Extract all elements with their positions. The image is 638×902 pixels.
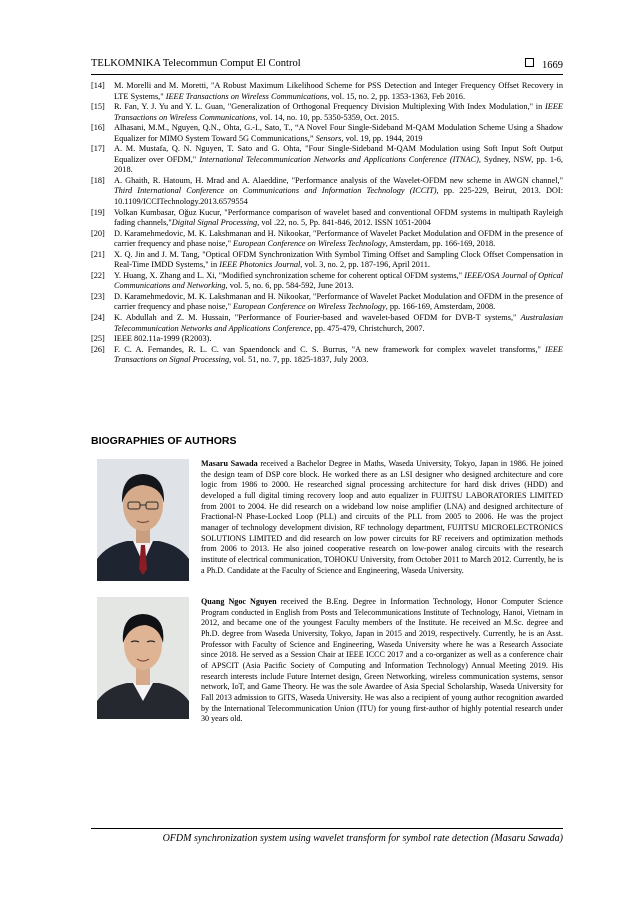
reference-item bbox=[91, 313, 563, 334]
reference-venue: Sensors bbox=[315, 133, 342, 143]
running-header bbox=[91, 58, 563, 75]
reference-venue: International Telecommunication Networks and Applications Conference (ITNAC), bbox=[199, 154, 481, 164]
reference-item bbox=[91, 176, 563, 208]
reference-text: IEEE 802.11a-1999 (R2003). bbox=[114, 334, 212, 344]
reference-text: X. Q. Jin and J. M. Tang, "Optical OFDM Synchronization With Symbol Timing Offset and Sampling Clock Offset Compensation in Real-Time IMDD Systems," in bbox=[114, 249, 563, 270]
reference-item bbox=[91, 123, 563, 144]
reference-item bbox=[91, 271, 563, 292]
reference-text: A. Ghaith, R. Hatoum, H. Mrad and A. Alaeddine, "Performance analysis of the Wavelet-OFDM new scheme in AWGN channel," bbox=[114, 175, 563, 185]
author-bio-text-1 bbox=[201, 459, 563, 576]
reference-number: [18] bbox=[91, 175, 105, 185]
author-name-2: Quang Ngoc Nguyen bbox=[201, 597, 277, 606]
reference-number: [16] bbox=[91, 123, 105, 133]
reference-item bbox=[91, 102, 563, 123]
reference-item bbox=[91, 334, 563, 345]
footer-rule bbox=[91, 828, 563, 829]
author-desc-2: received the B.Eng. Degree in Information Technology, Honor Computer Science Program conducted in English from Posts and Telecommunications Institute of Technology, Hanoi, Vietnam in 2012, and became one of the youngest Faculty members of the Institute. He received an M.Sc. degree and Ph.D. degree from Waseda University, Tokyo, Japan in 2015 and 2019, respectively. Currently, he is an Asst. Professor with Faculty of Science and Engineering, Waseda University where he was a Research Associate since 2018. He served as a Session Chair at IEEE ICCC 2017 and a co-organizer as well as a conference chair of APSCIT (Asia Pacific Society of Computing and Information Technology) Annual Meeting 2019. His research interests include Future Internet design, Green Networking, wireless communication systems, sensor network, IoT, and Game Theory. He was the sole Awardee of Asia Special Scholarship, Waseda University for Fall 2013 admission to GITS, Waseda University. He was also a recipient of young author recognition awarded by the International Telecommunication Union (ITU) for young first-author of highly potential research under 30 years old. bbox=[201, 597, 563, 724]
biographies-heading: BIOGRAPHIES OF AUTHORS bbox=[91, 435, 237, 447]
reference-text: A. M. Mustafa, Q. N. Nguyen, T. Sato and G. Ohta, "Four Single-Sideband M-QAM Modulation using Soft Input Soft Output Equalizer over OFDM," bbox=[114, 144, 563, 164]
reference-list bbox=[91, 81, 563, 366]
reference-venue: IEEE Photonics Journal bbox=[219, 260, 301, 270]
reference-venue: Digital Signal Processing bbox=[171, 218, 258, 228]
reference-text: F. C. A. Fernandes, R. L. C. van Spaendonck and C. S. Burrus, "A new framework for complex wavelet transforms," bbox=[114, 344, 546, 354]
reference-venue: IEEE Transactions on Signal Processing bbox=[114, 344, 563, 365]
author-desc-1: received a Bachelor Degree in Maths, Waseda University, Tokyo, Japan in 1986. He joined the design team of DSP core block. He worked there as an LSI designer who designed architecture and core logic from 1986 to 2000. He researched signal processing architecture for hard disk drives (HDD) and developed a full digital timing recovery loop and auto equalizer in FUJITSU LABORATORIES LIMITED from 2001 to 2004. He did research on a wideband low noise amplifier (LNA) and designed architecture of Fractional-N Phase-Locked Loop (PLL) and circuits of the PLL from 2005 to 2006. He was the project manager of technology development division, RF technology department, FUJITSU MICROELECTRONICS SOLUTIONS LIMITED and did research on low power circuits for RF receivers and optimization methods from 2006 to 2013. He also joined cooperative research on low-power analog circuits with the research institute of electrical communication, TOHOKU University, from October 2011 to March 2012. Currently, he is a Ph.D. Candidate at the Faculty of Science and Engineering, Waseda University. bbox=[201, 459, 563, 575]
reference-details: pp. 225-229, Beirut, 2013. DOI: 10.1109/ICCITechnology.2013.6579554 bbox=[114, 186, 563, 207]
square-icon bbox=[525, 58, 534, 67]
author-name-1: Masaru Sawada bbox=[201, 459, 258, 468]
reference-text: D. Karamehmedovic, M. K. Lakshmanan and H. Nikookar, "Performance of Wavelet Packet Modulation and OFDM in the presence of carrier frequency and phase noise," bbox=[114, 291, 563, 312]
reference-item bbox=[91, 208, 563, 229]
reference-number: [25] bbox=[91, 334, 105, 344]
reference-details: , vol. 15, no. 2, pp. 1353-1363, Feb 2016. bbox=[327, 91, 466, 101]
reference-text: Y. Huang, X. Zhang and L. Xi, "Modified synchronization scheme for coherent optical OFDM systems," bbox=[114, 270, 465, 280]
reference-details: , vol. 19, pp. 1944, 2019 bbox=[341, 133, 423, 143]
reference-number: [19] bbox=[91, 207, 105, 217]
page-number: 1669 bbox=[542, 60, 563, 71]
reference-number: [17] bbox=[91, 144, 105, 154]
reference-item bbox=[91, 345, 563, 366]
reference-details: , vol. 3, no. 2, pp. 187-196, April 2011. bbox=[300, 260, 430, 270]
reference-venue: European Conference on Wireless Technology bbox=[233, 239, 386, 249]
reference-text: M. Morelli and M. Moretti, "A Robust Maximum Likelihood Scheme for PSS Detection and Integer Frequency Offset Recovery in LTE Systems," bbox=[114, 81, 563, 101]
reference-details: , vol. 5, no. 6, pp. 584-592, June 2013. bbox=[225, 281, 354, 291]
reference-venue: IEEE Transactions on Wireless Communications bbox=[114, 102, 563, 122]
reference-venue: Australasian Telecommunication Networks and Applications Conference bbox=[114, 313, 563, 333]
author-bio-text-2 bbox=[201, 597, 563, 725]
reference-text: R. Fan, Y. J. Yu and Y. L. Guan, "Generalization of Orthogonal Frequency Division Multiplexing With Index Modulation," in bbox=[114, 102, 546, 112]
reference-item bbox=[91, 292, 563, 313]
reference-venue: IEEE/OSA Journal of Optical Communications and Networking bbox=[114, 270, 563, 291]
reference-item bbox=[91, 144, 563, 176]
reference-venue: Third International Conference on Communications and Information Technology (ICCIT), bbox=[114, 186, 439, 196]
running-footer: OFDM synchronization system using wavelet transform for symbol rate detection (Masaru Sawada) bbox=[162, 833, 563, 844]
reference-text: D. Karamehmedovic, M. K. Lakshmanan and H. Nikookar, "Performance of Wavelet Packet Modulation and OFDM in the presence of carrier frequency and phase noise," bbox=[114, 228, 563, 249]
reference-text: K. Abdullah and Z. M. Hussain, "Performance of Fourier-based and wavelet-based OFDM for DVB-T systems," bbox=[114, 313, 521, 323]
reference-number: [20] bbox=[91, 228, 105, 238]
reference-details: , pp. 475-479, Christchurch, 2007. bbox=[310, 323, 425, 333]
reference-number: [15] bbox=[91, 102, 105, 112]
page-number-block bbox=[525, 58, 563, 71]
reference-text: Volkan Kumbasar, Oğuz Kucur, "Performance comparison of wavelet based and conventional OFDM systems in multipath Rayleigh fading channels," bbox=[114, 207, 563, 228]
reference-details: , vol. 51, no. 7, pp. 1825-1837, July 2003. bbox=[229, 355, 369, 365]
reference-number: [23] bbox=[91, 291, 105, 301]
reference-item bbox=[91, 229, 563, 250]
reference-text: Alhasani, M.M., Nguyen, Q.N., Ohta, G.-I., Sato, T., “A Novel Four Single-Sideband M-QAM Modulation Scheme Using a Shadow Equalizer for MIMO System Toward 5G Communications,” bbox=[114, 123, 563, 143]
reference-number: [22] bbox=[91, 270, 105, 280]
reference-item bbox=[91, 250, 563, 271]
author-photo-2 bbox=[97, 597, 189, 719]
reference-item bbox=[91, 81, 563, 102]
reference-details: , Amsterdam, pp. 166-169, 2018. bbox=[385, 239, 496, 249]
reference-details: Sydney, NSW, pp. 1-6, 2018. bbox=[114, 154, 564, 175]
reference-details: , pp. 166-169, Amsterdam, 2008. bbox=[385, 302, 496, 312]
reference-details: , vol .22, no. 5, Pp. 841-846, 2012. ISSN 1051-2004 bbox=[257, 218, 431, 228]
reference-number: [26] bbox=[91, 344, 105, 354]
reference-number: [24] bbox=[91, 313, 105, 323]
reference-number: [21] bbox=[91, 249, 105, 259]
reference-number: [14] bbox=[91, 81, 105, 90]
reference-details: , vol. 14, no. 10, pp. 5350-5359, Oct. 2015. bbox=[255, 112, 400, 122]
reference-venue: IEEE Transactions on Wireless Communications bbox=[165, 91, 328, 101]
author-photo-1 bbox=[97, 459, 189, 581]
journal-title: TELKOMNIKA Telecommun Comput El Control bbox=[91, 58, 301, 69]
reference-venue: European Conference on Wireless Technology bbox=[233, 302, 386, 312]
